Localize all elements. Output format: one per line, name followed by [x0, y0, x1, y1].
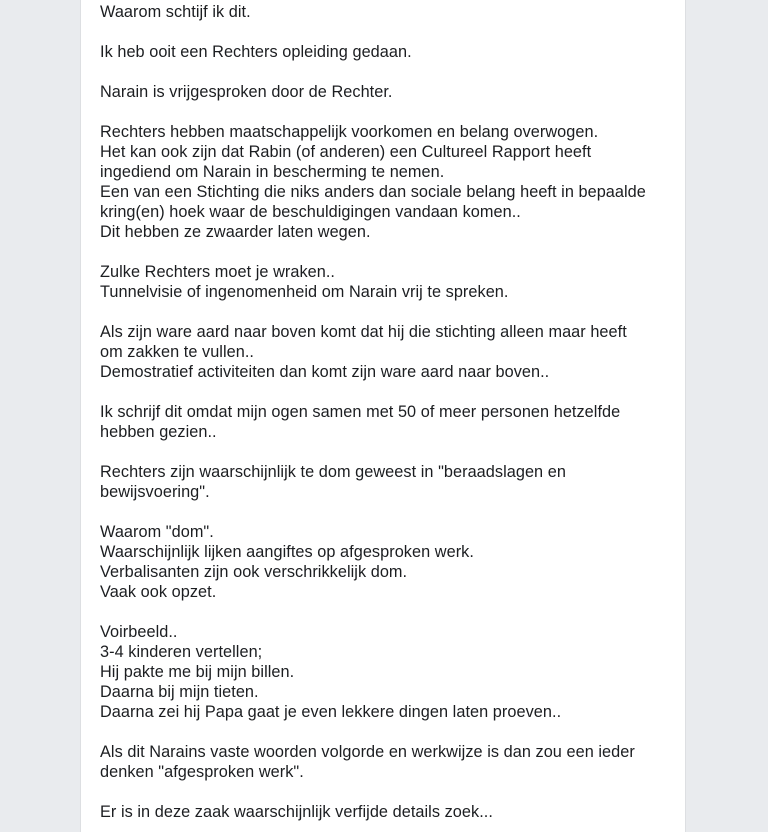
post-text-line: Verbalisanten zijn ook verschrikkelijk dom.: [100, 563, 408, 581]
post-text-line: Het kan ook zijn dat Rabin (of anderen) een Cultureel Rapport heeft: [100, 143, 592, 161]
post-text-line: Daarna bij mijn tieten.: [100, 683, 259, 701]
post-text-line: ingediend om Narain in bescherming te nemen.: [100, 163, 445, 181]
post-text-line: Als dit Narains vaste woorden volgorde en werkwijze is dan zou een ieder: [100, 743, 635, 761]
post-paragraph: [100, 82, 680, 102]
post-text-line: Waarom "dom".: [100, 523, 214, 541]
post-text-line: Als zijn ware aard naar boven komt dat hij die stichting alleen maar heeft: [100, 323, 627, 341]
post-text-line: Demostratief activiteiten dan komt zijn ware aard naar boven..: [100, 363, 550, 381]
post-text-line: Een van een Stichting die niks anders dan sociale belang heeft in bepaalde: [100, 183, 646, 201]
post-paragraph: [100, 2, 680, 22]
post-text-line: Vaak ook opzet.: [100, 583, 217, 601]
post-text-line: Waarom schtijf ik dit.: [100, 3, 251, 21]
post-card: [80, 0, 686, 832]
post-paragraph: [100, 802, 680, 822]
post-text-line: Hij pakte me bij mijn billen.: [100, 663, 295, 681]
post-paragraph: [100, 122, 680, 242]
post-paragraph: [100, 402, 680, 442]
post-text-line: Ik schrijf dit omdat mijn ogen samen met 50 of meer personen hetzelfde: [100, 403, 621, 421]
post-paragraph: [100, 462, 680, 502]
post-text-line: bewijsvoering".: [100, 483, 210, 501]
post-text-line: Narain is vrijgesproken door de Rechter.: [100, 83, 393, 101]
post-text-line: Voirbeeld..: [100, 623, 178, 641]
post-text-line: Ik heb ooit een Rechters opleiding gedaan.: [100, 43, 412, 61]
post-text-line: Zulke Rechters moet je wraken..: [100, 263, 336, 281]
post-paragraph: [100, 522, 680, 602]
post-text-line: 3-4 kinderen vertellen;: [100, 643, 263, 661]
post-text-line: denken "afgesproken werk".: [100, 763, 304, 781]
post-text-line: hebben gezien..: [100, 423, 217, 441]
post-paragraph: [100, 322, 680, 382]
post-paragraph: [100, 262, 680, 302]
post-text-line: kring(en) hoek waar de beschuldigingen vandaan komen..: [100, 203, 521, 221]
post-paragraph: [100, 742, 680, 782]
post-text-line: Rechters hebben maatschappelijk voorkomen en belang overwogen.: [100, 123, 599, 141]
post-text-line: Waarschijnlijk lijken aangiftes op afgesproken werk.: [100, 543, 474, 561]
post-text-line: Daarna zei hij Papa gaat je even lekkere dingen laten proeven..: [100, 703, 562, 721]
post-text-line: Rechters zijn waarschijnlijk te dom geweest in "beraadslagen en: [100, 463, 566, 481]
post-paragraph: [100, 42, 680, 62]
post-text-line: Dit hebben ze zwaarder laten wegen.: [100, 223, 371, 241]
post-text-line: om zakken te vullen..: [100, 343, 254, 361]
post-text-line: Er is in deze zaak waarschijnlijk verfijde details zoek...: [100, 803, 493, 821]
post-body: [100, 2, 680, 832]
post-paragraph: [100, 622, 680, 722]
post-text-line: Tunnelvisie of ingenomenheid om Narain vrij te spreken.: [100, 283, 509, 301]
